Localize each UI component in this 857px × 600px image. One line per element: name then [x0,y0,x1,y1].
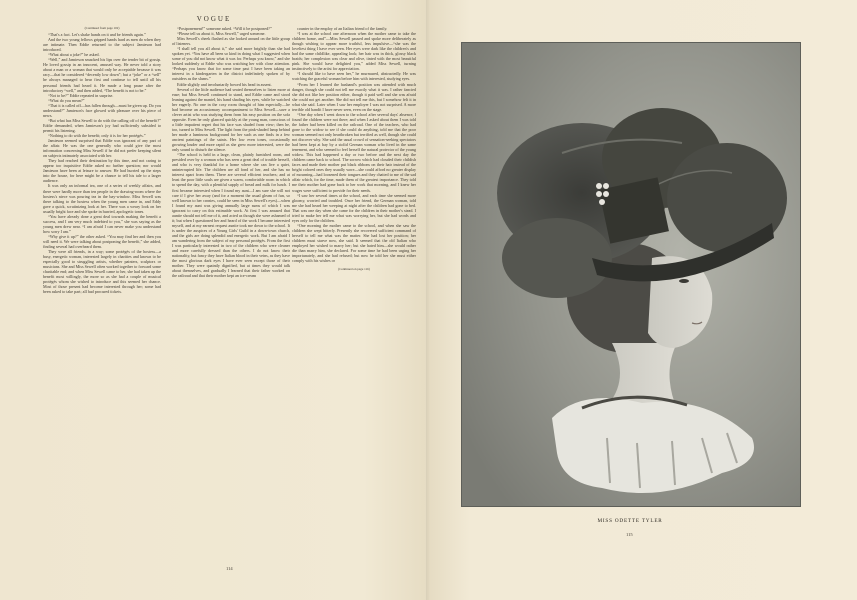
text-column-1 [43,26,161,294]
paragraph: Jamieson seemed surprised that Eddie was ignorant of any part of the affair. He was the one generally who could give the most information concerning Miss Sewell if he did not prefer keeping silent on subjects intimately associated with her. [43,138,161,159]
paragraph: “One day when I went down to the school after several days' absence, I found the children were not there; and when I asked about them I was told the father had been killed on the railroad. One of the teachers, who had gone to the widow to see if she could do anything, told me that the poor woman seemed not only heartbroken but terrified as well, though she could not discover why. She said the usual crowd of sensation-seeking spectators had been kept at bay by a stolid German woman who lived in the same tenement, and who seemed to feel herself the natural protector of the young widow. This had happened a day or two before and the next day the children came back to school. The sorrow which had clouded their childish faces and made their mother put black ribbons on their hair instead of the bright colored ones they usually wore—she could afford no greater display of mourning—had loosened their tongues and they chatted to me of the sad affair which, for the time, made them of the greatest importance. They told me their mother had gone back to her work that morning, and I knew her wages were sufficient to provide for their needs. [292,111,416,193]
paragraph: “One morning the mother came to the school, and when she saw the children she wept bitterly. Presently she recovered sufficient command of herself to tell me what was the matter. She had lost her position; her children must starve now, she said. It seemed that the old Italian who employed her wished to marry her; but she hated him—she would rather die than marry him, she declared. For some time he had been urging her importunately, and she had refused; but now he told her she must either comply with his wishes or [292,222,416,264]
paragraph: Eddie slightly and involuntarily bowed his head in assent. [177,81,272,87]
paragraph: “That it is called off—has fallen through—must be given up. Do you understand?” Jamieson's face glowed with pleasure over his piece of news. [43,102,161,118]
paragraph: “Nothing to do with the benefit; only it is for her protégés.” [48,132,146,138]
page-number-right: 115 [626,532,633,537]
paragraph: “The school is held in a large, clean, plainly furnished room, and presided over by a woman who has seen a great deal of trouble herself, and who is very thankful for a home where she can live a quiet, uninterrupted life. The children are all fond of her, and she has no interest apart from them. There are several efficient teachers; and at least the poor little souls are given a warm, comfortable room in which to spend the day, with a plentiful supply of bread and milk for lunch. I first became interested when I found my aunt—I am sure she will not care if I give her away (and for a moment the usual gleam of fun, so well known to her cronies, could be seen in Miss Sewell's eyes)—when I found my aunt was giving annually large sums of which I was ignorant to carry on this estimable work. At first I was amused that auntie should not tell me of it, and acted as though she were ashamed of it; but when I questioned her and heard of the work I became interested myself, and at my earnest request auntie took me down to the school. It is under the auspices of a Young Girls' Guild in a down-town church, and the girls are doing splendid and energetic work. But I am afraid I am wandering from the subject of my personal protégés. From the first I was particularly interested in two of the children who were cleaner and more carefully dressed than the others. I do not know their nationality, but fancy they have Italian blood in their veins, as they have the most glorious dark eyes I have ever seen except those of their mother. They were quaintly dignified, but at times they would talk about themselves, and gradually I learned that their father worked on the railroad and that their mother kept an ice-cream [172,152,290,279]
paragraph: “But what has Miss Sewell to do with the calling off of the benefit?” Eddie demanded, when Jamieson's joy had sufficiently subsided to permit his listening. [43,117,161,133]
paragraph: counter in the employ of an Italian friend of the family. [297,26,388,31]
page-number-left: 114 [226,566,233,571]
gutter-shadow [426,0,430,600]
continued-on-note: (Continued on page 116) [338,267,370,272]
paragraph: “Please tell us about it, Miss Sewell,” urged someone. [177,31,266,37]
paragraph: They had reached their destination by this time, and not caring to appear too inquisitive Eddie asked no further question; nor would Jamieson have been at leisure to answer. He had hurried up the steps into the house, for here might be a chance to tell his tale to a larger audience. [43,158,161,184]
running-head: VOGUE [196,15,232,23]
paragraph: They were all friends, in a way; some protégés of the hostess—a busy, energetic woman, interested largely in charities and known to be especially good to struggling artists, whether painters, sculptors or musicians. She and Miss Sewell often worked together to forward some charitable end; and when Miss Sewell came to her, she had taken up the benefit most willingly, the more so as she had a couple of musical protégés whom she wished to introduce and this seemed her chance. Most of those present had become interested through her; some had been asked to take part; all had procured tickets. [43,249,161,295]
paragraph: It was only an informal tea, one of a series of weekly affairs, and there were hardly more than ten people in the drawing-room where the hostess's niece was pouring tea in the bay-window. Miss Sewell was there talking to the hostess when the young men came in, and Eddy gave a quick, scrutinizing look at her. There was a weary look on her usually bright face and she spoke in hurried, apologetic tones. [43,183,161,214]
text-column-3 [292,26,416,272]
paragraph: Several of the little audience had seated themselves to listen more at ease; but Miss Sewell continued to stand, and Eddie came and stood leaning against the mantel, his hand shading his eyes, while he watched her eagerly. No one in the cosy room thought of him especially—he had become an accustomary accompaniment to Miss Sewell—save a clever artist who was studying them from his easy position on the sofa opposite. Even he only glanced quickly at the young man, conscious of a little impatient regret that his face was shaded from view; then he, too, turned to Miss Sewell. The light from the pink-shaded lamp behind her made a luminous background for her such as one finds in a few ancient paintings of the saints. Her low even tones, occasionally growing louder and more rapid as she grew more interested, were the only sound to disturb the silence. [172,86,290,153]
text-column-2 [172,26,290,278]
paragraph: “That's a fact. Let's shake hands on it and be friends again.” [48,32,146,38]
paragraph: “Postponement!” someone asked. “Will it be postponed?” [177,26,272,31]
paragraph: “I should like to have seen her,” he murmured, abstractedly. He was watching the graceful woman before him with interested, studying eyes. [292,71,416,82]
paragraph: “I was at the school one afternoon when the mother came to take the children home, and”—Miss Sewell paused and spoke more deliberately as though wishing to appear more truthful, less impulsive—“she was the loveliest thing I have ever seen. Her eyes were dark like the children's and had the same childlike, appealing look; her hair was in thick, glossy black braids; her complexion was clear and olive, tinted with the most beautiful pink. She would have delighted you,” added Miss Sewell, turning instinctively to the artist for appreciation. [292,31,416,72]
paragraph: “I shall tell you all about it,” she said more brightly than she had spoken yet. “You have all been so kind in doing what I suggested when some of you did not know what it was for. Perhaps you know,” and she looked suddenly at Eddie who was watching her with close attention. “Perhaps you know that for some time past I have been taking an interest in a kindergarten in the district indefinitely spoken of by outsiders as the slums.” [172,46,290,82]
photo-caption: MISS ODETTE TYLER [597,518,663,524]
continued-from-note: (Continued from page 102) [84,26,120,30]
paragraph: “Not to be?” Eddie repeated in surprise. [48,92,114,98]
paragraph: And the two young fellows gripped hands hard as men do when they are intimate. Then Eddie returned to the subject Jamieson had introduced. [43,37,161,53]
paragraph: “What do you mean?” [48,97,85,103]
paragraph: “What about a joke?” he asked. [48,52,100,58]
paragraph: “You have already done a great deal towards making the benefit a success, and I am very much indebted to you,” she was saying as the young men drew near. “I am afraid I can never make you understand how sorry I am.” [43,213,161,234]
portrait-illustration [462,43,800,506]
paragraph: Miss Sewell's cheek flushed as she looked around on the little group of listeners. [172,36,290,47]
portrait-photo [461,42,801,507]
paragraph: “Why give it up?” the other asked. “You may find her and then you will need it. We were talking about postponing the benefit,” she added, finding several had overheard them. [43,233,161,250]
left-page [0,0,428,600]
paragraph: “I saw her several times at the school, and each time she seemed more gloomy, worried and troubled. Once her friend, the German woman, told me she had heard her weeping at night after the children had gone to bed. That was one day when she came for the children in their mother's stead. I tried to make her tell me what was worrying her, but she had words and eyes only for the children. [292,192,416,223]
paragraph: “Well,” and Jamieson smacked his lips over the tender bit of gossip. He loved gossip in an innocent, amused way. He never told a story about a man or a woman that would only be acceptable because it was racy—that he considered “decently low down”; but a “joke” or a “sell” he always managed to hear first and continue to tell until all his personal friends had heard it. He made a long pause after the introductory “well,” and then added, “The benefit is not to be.” [43,57,161,93]
paragraph: “From her I learned the husband's position was attended with much danger, though she could not tell me exactly what it was. I rather fancied she did not like her position either, though it paid well and she was afraid she could not get another. She did not tell me this, but I somehow felt it in what she said. Later when I saw her employer I was not surprised. A more terrible old bandit I have never seen, even on the stage. [292,81,416,112]
